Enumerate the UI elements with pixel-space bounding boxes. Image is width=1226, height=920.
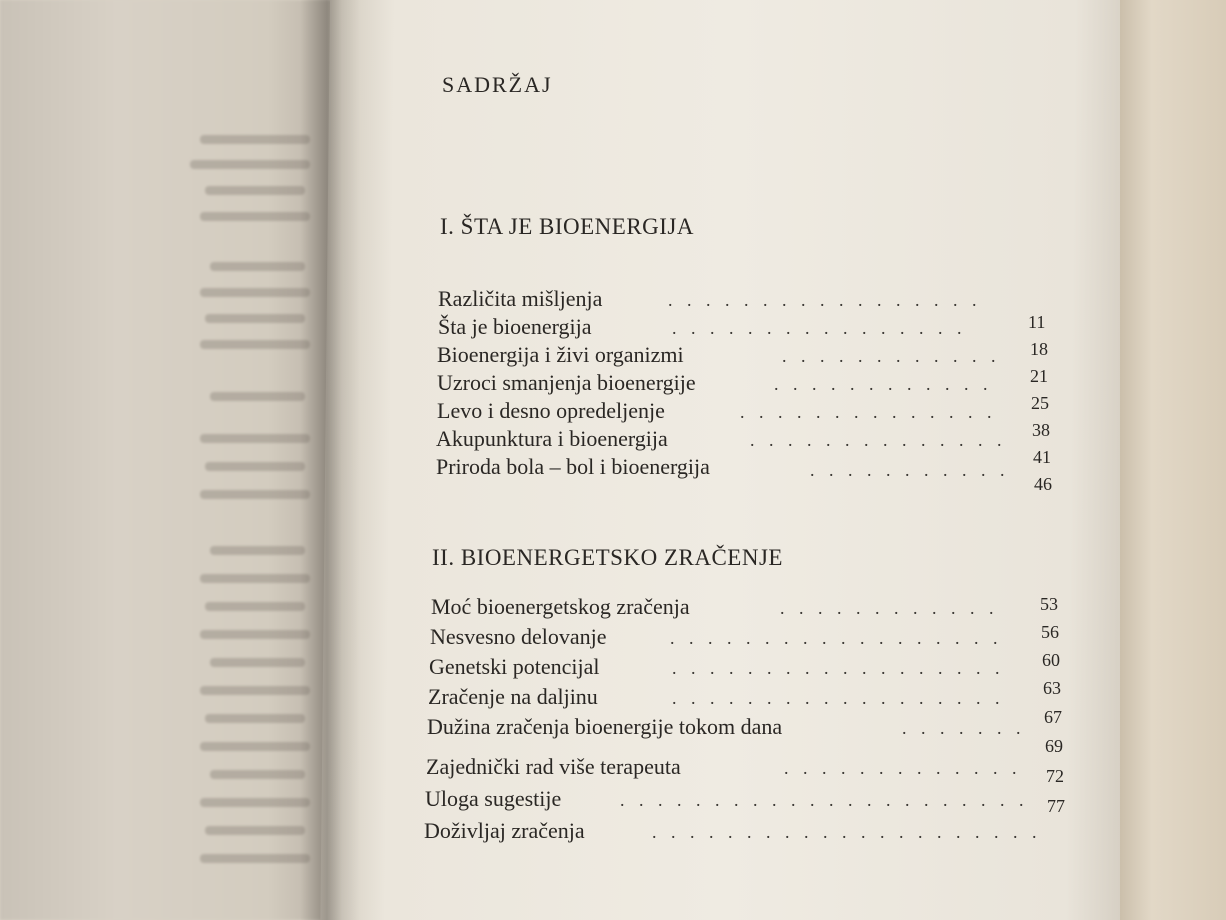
leader-dots: . . . . . . . . . . . . <box>782 346 1001 366</box>
toc-entry: Bioenergija i živi organizmi <box>437 342 684 367</box>
toc-entry: Zajednički rad više terapeuta <box>426 754 681 779</box>
page-number: 11 <box>1028 312 1046 332</box>
toc-entry: Uloga sugestije <box>425 786 562 811</box>
toc-entry: Dužina zračenja bioenergije tokom dana <box>427 714 783 739</box>
toc-entry: Genetski potencijal <box>429 654 600 679</box>
page-number: 38 <box>1032 420 1050 440</box>
leader-dots: . . . . . . . . . . . . . . . . . . <box>670 628 1003 648</box>
page-number: 25 <box>1031 393 1049 413</box>
toc-entry: Različita mišljenja <box>438 286 603 311</box>
leader-dots: . . . . . . . . . . . . <box>774 374 993 394</box>
toc-title: SADRŽAJ <box>442 72 553 97</box>
leader-dots: . . . . . . . . . . . . . . . . <box>672 318 967 338</box>
toc-entry: Zračenje na daljinu <box>428 684 598 709</box>
toc-entry: Nesvesno delovanje <box>430 624 607 649</box>
leader-dots: . . . . . . . . . . . . . . . . . . <box>672 688 1005 708</box>
leader-dots: . . . . . . . . . . . . . . . . . . . . . . <box>620 790 1029 810</box>
toc-entry: Doživljaj zračenja <box>424 818 585 843</box>
leader-dots: . . . . . . . . . . . <box>810 460 1010 480</box>
leader-dots: . . . . . . . . . . . . <box>780 598 999 618</box>
page-number: 21 <box>1030 366 1048 386</box>
toc-entry: Uzroci smanjenja bioenergije <box>437 370 696 395</box>
toc-entry: Šta je bioenergija <box>438 314 592 339</box>
page-number: 69 <box>1045 736 1063 756</box>
section-heading: I. ŠTA JE BIOENERGIJA <box>440 214 694 239</box>
leader-dots: . . . . . . . . . . . . . . . . . . <box>672 658 1005 678</box>
leader-dots: . . . . . . . . . . . . . . <box>750 430 1007 450</box>
page-number: 56 <box>1041 622 1059 642</box>
page-number: 63 <box>1043 678 1061 698</box>
toc-entry: Priroda bola – bol i bioenergija <box>436 454 710 479</box>
leader-dots: . . . . . . . . . . . . . . . . . . . . . <box>652 822 1042 842</box>
toc-entry: Moć bioenergetskog zračenja <box>431 594 690 619</box>
page-number: 67 <box>1044 707 1062 727</box>
leader-dots: . . . . . . . . . . . . . <box>784 758 1022 778</box>
page-number: 60 <box>1042 650 1060 670</box>
leader-dots: . . . . . . . . . . . . . . . . . <box>668 290 982 310</box>
leader-dots: . . . . . . . . . . . . . . <box>740 402 997 422</box>
page-number: 41 <box>1033 447 1051 467</box>
page-number: 72 <box>1046 766 1064 786</box>
page-number: 77 <box>1047 796 1065 816</box>
toc-entry: Levo i desno opredeljenje <box>437 398 665 423</box>
section-heading: II. BIOENERGETSKO ZRAČENJE <box>432 545 783 570</box>
page-number: 18 <box>1030 339 1048 359</box>
page-number: 46 <box>1034 474 1052 494</box>
toc-entry: Akupunktura i bioenergija <box>436 426 668 451</box>
leader-dots: . . . . . . . <box>902 718 1026 738</box>
page-number: 53 <box>1040 594 1058 614</box>
